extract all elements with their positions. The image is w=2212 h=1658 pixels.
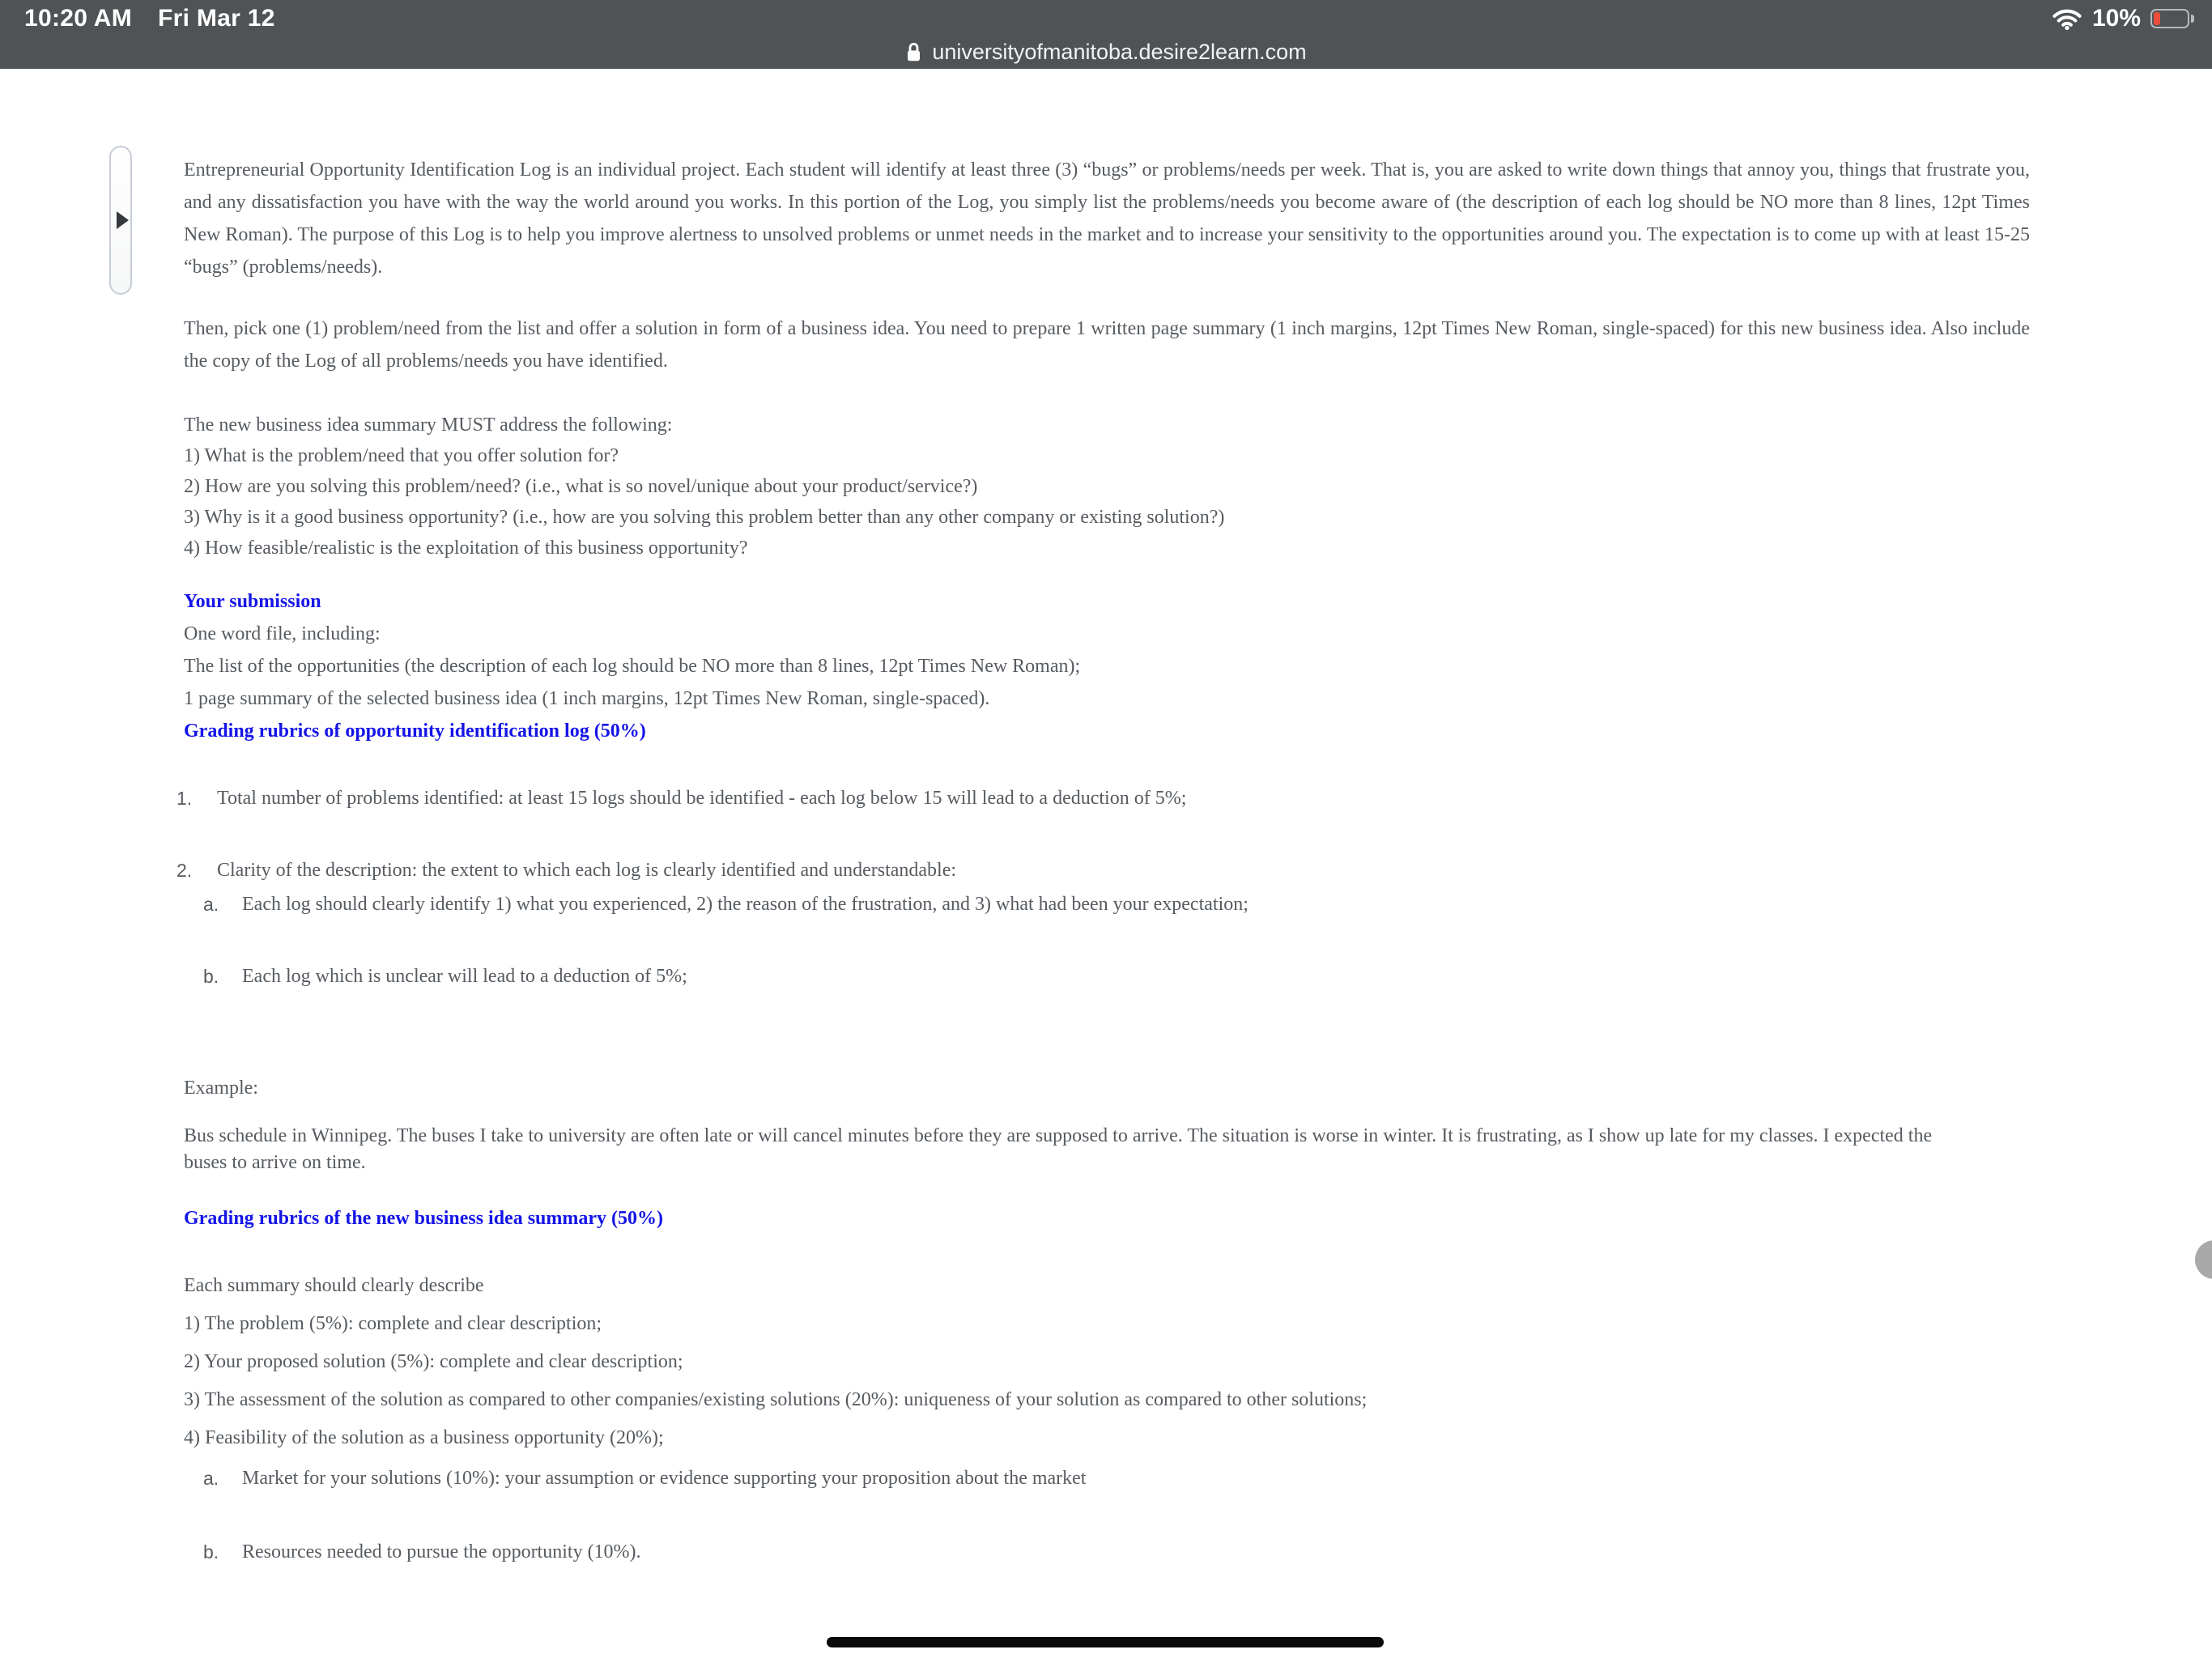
status-right-group	[2052, 5, 2194, 32]
must-question-4: 4) How feasible/realistic is the exploitation of this business opportunity?	[184, 538, 748, 559]
must-address-block	[184, 410, 2030, 563]
battery-low-fill	[2154, 12, 2160, 25]
example-paragraph: Bus schedule in Winnipeg. The buses I take to university are often late or will cancel minutes before they are supposed to arrive. The situation is worse in winter. It is frustrating, as I show up late for my classes. I expected the buses to arrive on time.	[184, 1125, 1933, 1173]
home-indicator[interactable]	[827, 1637, 1384, 1647]
rubric-log-item-1: 1. Total number of problems identified: at least 15 logs should be identified - each log below 15 will lead to a deduction of 5%;	[177, 784, 2030, 813]
summary-item-4b: b. Resources needed to pursue the opportunity (10%).	[203, 1537, 2030, 1567]
battery-percent-label: 10%	[2091, 5, 2141, 32]
url-label: universityofmanitoba.desire2learn.com	[932, 39, 1307, 64]
summary-item-1: 1) The problem (5%): complete and clear description;	[184, 1313, 602, 1334]
list-marker: 2.	[177, 860, 193, 881]
summary-item-3: 3) The assessment of the solution as compared to other companies/existing solutions (20%): uniqueness of your solution as compared to other solutions;	[184, 1389, 1368, 1410]
clock-label: 10:20 AM	[24, 5, 133, 32]
pointer-cursor	[2195, 1240, 2212, 1279]
must-question-2: 2) How are you solving this problem/need? (i.e., what is so novel/unique about your product/service?)	[184, 476, 978, 497]
list-marker: a.	[203, 1468, 219, 1489]
rubric-log-item-2a: a. Each log should clearly identify 1) what you experienced, 2) the reason of the frustration, and 3) what had been your expectation;	[203, 890, 2030, 919]
submission-block	[184, 585, 2030, 747]
must-question-1: 1) What is the problem/need that you offer solution for?	[184, 445, 619, 466]
list-marker: b.	[203, 966, 219, 987]
submission-heading: Your submission	[184, 591, 321, 612]
date-label: Fri Mar 12	[158, 5, 275, 32]
summary-item-4: 4) Feasibility of the solution as a business opportunity (20%);	[184, 1427, 664, 1448]
summary-item-4a: a. Market for your solutions (10%): your assumption or evidence supporting your proposition about the market	[203, 1464, 2030, 1493]
submission-line-3: 1 page summary of the selected business idea (1 inch margins, 12pt Times New Roman, single-spaced).	[184, 688, 990, 709]
summary-intro: Each summary should clearly describe	[184, 1275, 484, 1296]
task-paragraph: Then, pick one (1) problem/need from the list and offer a solution in form of a business idea. You need to prepare 1 written page summary (1 inch margins, 12pt Times New Roman, single-spaced) for this new business idea. Also include the copy of the Log of all problems/needs you have identified.	[184, 318, 2030, 372]
summary-item-2: 2) Your proposed solution (5%): complete and clear description;	[184, 1351, 683, 1372]
example-label: Example:	[184, 1078, 258, 1099]
rubric-summary-heading: Grading rubrics of the new business idea summary (50%)	[184, 1208, 664, 1229]
panel-expand-tab[interactable]	[109, 146, 132, 295]
battery-icon	[2150, 9, 2194, 28]
rubric-log-heading: Grading rubrics of opportunity identification log (50%)	[184, 721, 646, 742]
must-question-3: 3) Why is it a good business opportunity? (i.e., how are you solving this problem better than any other company or existing solution?)	[184, 507, 1225, 528]
document-content	[177, 0, 2030, 1567]
rubric-log-item-2: 2. Clarity of the description: the extent to which each log is clearly identified and understandable:	[177, 856, 2030, 885]
submission-line-1: One word file, including:	[184, 623, 381, 644]
wifi-icon	[2052, 7, 2082, 30]
expand-arrow-icon	[117, 211, 129, 229]
list-marker: b.	[203, 1541, 219, 1562]
intro-paragraph: Entrepreneurial Opportunity Identification Log is an individual project. Each student will identify at least three (3) “bugs” or problems/needs per week. That is, you are asked to write down things that annoy you, things that frustrate you, and any dissatisfaction you have with the way the world around you works. In this portion of the Log, you simply list the problems/needs you become aware of (the description of each log should be NO more than 8 lines, 12pt Times New Roman). The purpose of this Log is to help you improve alertness to unsolved problems or unmet needs in the market and to increase your sensitivity to the opportunities around you. The expectation is to come up with at least 15-25 “bugs” (problems/needs).	[184, 159, 2030, 278]
must-address-intro: The new business idea summary MUST address the following:	[184, 414, 673, 436]
battery-outline	[2150, 9, 2189, 28]
list-marker: a.	[203, 894, 219, 915]
list-marker: 1.	[177, 788, 193, 809]
battery-nub	[2191, 15, 2194, 23]
rubric-log-item-2b: b. Each log which is unclear will lead to a deduction of 5%;	[203, 962, 2030, 991]
submission-line-2: The list of the opportunities (the description of each log should be NO more than 8 lines, 12pt Times New Roman);	[184, 656, 1081, 677]
